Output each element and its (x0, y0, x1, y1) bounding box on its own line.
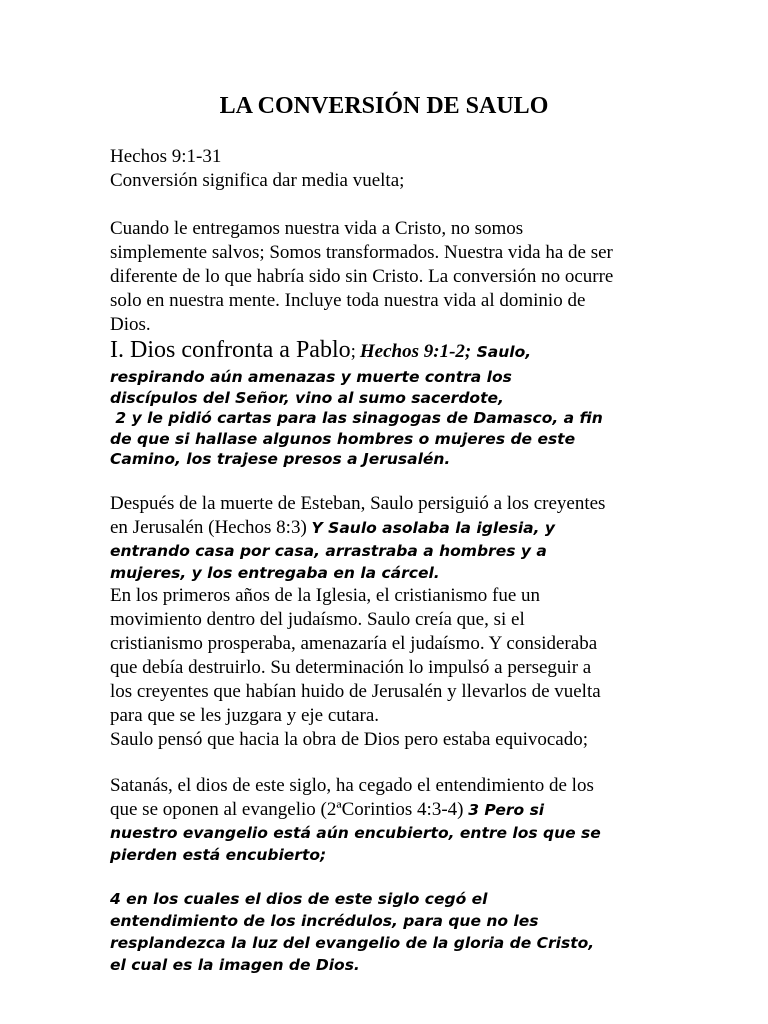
paragraph-4 (110, 888, 670, 976)
verse-line: Camino, los trajese presos a Jerusalén. (110, 450, 451, 468)
intro-block (110, 145, 670, 193)
paragraph-2 (110, 492, 670, 752)
verse-line: respirando aún amenazas y muerte contra los (110, 368, 512, 386)
paragraph-line: para que se les juzgara y eje cutara. (110, 704, 380, 726)
verse-line: entendimiento de los incrédulos, para que no les (110, 911, 539, 930)
paragraph-line: solo en nuestra mente. Incluye toda nuestra vida al dominio de (110, 290, 586, 311)
quote-line: mujeres, y los entregaba en la cárcel. (110, 563, 440, 582)
paragraph-line: diferente de lo que habría sido sin Cristo. La conversión no ocurre (110, 266, 614, 287)
verse-line: resplandezca la luz del evangelio de la gloria de Cristo, (110, 933, 595, 952)
verse-line: de que si hallase algunos hombres o mujeres de este (110, 429, 576, 448)
paragraph-text: en Jerusalén (Hechos 8:3) (110, 516, 312, 538)
verse-line: 2 y le pidió cartas para las sinagogas de Damasco, a fin (110, 409, 603, 427)
paragraph-3 (110, 774, 670, 866)
quote-line: nuestro evangelio está aún encubierto, entre los que se (110, 823, 601, 842)
verse-text-start: Saulo, (471, 343, 532, 361)
paragraph-line: Satanás, el dios de este siglo, ha cegado el entendimiento de los (110, 774, 594, 796)
section-heading-line (110, 336, 670, 367)
paragraph-line: los creyentes que habían huido de Jerusalén y llevarlos de vuelta (110, 680, 601, 702)
quote-text: Y Saulo asolaba la iglesia, y (311, 518, 556, 537)
conversion-definition: Conversión significa dar media vuelta; (110, 170, 405, 191)
paragraph-line: Después de la muerte de Esteban, Saulo persiguió a los creyentes (110, 492, 606, 514)
verse-line: el cual es la imagen de Dios. (110, 955, 360, 974)
paragraph-line: cristianismo prosperaba, amenazaría el judaísmo. Y consideraba (110, 632, 598, 654)
paragraph-1 (110, 217, 670, 337)
verse-line: discípulos del Señor, vino al sumo sacerdote, (110, 388, 504, 407)
verse-line: 4 en los cuales el dios de este siglo cegó el (110, 889, 488, 908)
paragraph-line: simplemente salvos; Somos transformados. Nuestra vida ha de ser (110, 242, 613, 263)
paragraph-line: movimiento dentro del judaísmo. Saulo creía que, si el (110, 608, 525, 630)
quote-line: entrando casa por casa, arrastraba a hombres y a (110, 541, 547, 560)
paragraph-line-mixed (110, 798, 670, 822)
scripture-reference: Hechos 9:1-31 (110, 146, 222, 167)
paragraph-line: que debía destruirlo. Su determinación lo impulsó a perseguir a (110, 656, 592, 678)
verse-reference: Hechos 9:1-2; (359, 341, 472, 362)
paragraph-text: que se oponen al evangelio (2ªCorintios 4:3-4) (110, 798, 469, 820)
section-heading: I. Dios confronta a Pablo (110, 337, 351, 363)
paragraph-line: En los primeros años de la Iglesia, el cristianismo fue un (110, 584, 541, 606)
quote-line: pierden está encubierto; (110, 845, 327, 864)
document-title: LA CONVERSIÓN DE SAULO (219, 93, 549, 119)
document-body (110, 145, 670, 976)
quote-text: 3 Pero si (468, 800, 545, 819)
paragraph-line-mixed (110, 516, 670, 540)
paragraph-line: Dios. (110, 314, 151, 335)
paragraph-line: Saulo pensó que hacia la obra de Dios pero estaba equivocado; (110, 728, 589, 750)
section-1 (110, 336, 670, 470)
heading-semicolon: ; (350, 341, 356, 362)
paragraph-line: Cuando le entregamos nuestra vida a Cristo, no somos (110, 218, 524, 239)
